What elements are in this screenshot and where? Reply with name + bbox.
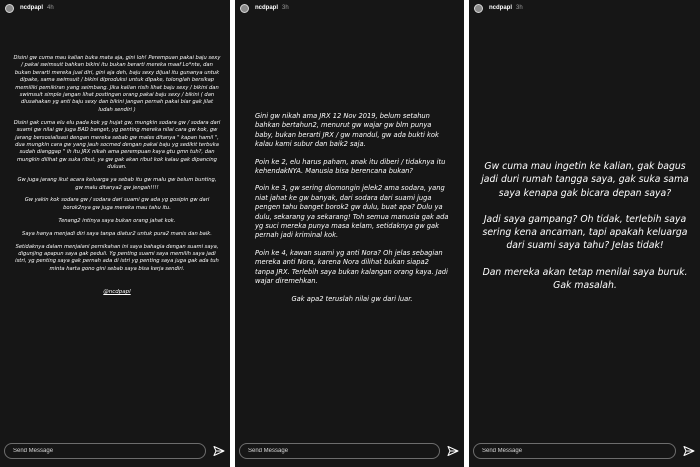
story-paragraph: Setidaknya dalam menjalani pernikahan ini saya bahagia dengan suami saya, digunjing apapun saya gak peduli. Yg penting suami saya memilih saya jadi istri, yg penting saya gak pernah ada di istri yg penting saya juga gak ada tuh minta harta gono gini sebab saya bisa kerja sendiri. (15, 243, 219, 272)
story-paragraph: Poin ke 4, kawan suami yg anti Nora? Oh jelas sebagian mereka anti Nora, karena Nora dilihat bukan siapa2 tanpa JRX. Terlebih saya bukan kalangan orang kaya. Jadi wajar diremehkan. (255, 248, 448, 286)
send-icon[interactable] (212, 444, 226, 458)
post-time: 3h (516, 5, 523, 11)
avatar[interactable] (5, 4, 14, 13)
message-bar (473, 443, 696, 459)
post-time: 4h (47, 5, 54, 11)
send-message-input[interactable] (4, 443, 206, 459)
message-bar (4, 443, 226, 459)
message-bar (239, 443, 460, 459)
story-paragraph: Gw yakin kok sodara gw / sodara dari suami gw ada yg gosipin gw dari borok2nya gw juga mereka mau tahu itu. (24, 197, 210, 211)
story-paragraph: Gini gw nikah ama JRX 12 Nov 2019, belum setahun bahkan bertahun2, menurut gw wajar gw blm punya baby, bukan berarti JRX / gw mandul, gw ada bukti kok kalau kami subur dan baik2 saja. (255, 112, 439, 149)
story-paragraph: Jadi saya gampang? Oh tidak, terlebih saya sering kena ancaman, tapi apakah keluarga dari suami saya tahu? Jelas tidak! (482, 213, 688, 252)
story-paragraph: Poin ke 2, elu harus paham, anak itu diberi / tidaknya itu kehendakNYA. Manusia bisa berencana bukan? (255, 157, 446, 176)
story-header (240, 2, 289, 14)
avatar[interactable] (240, 4, 249, 13)
story-header (5, 2, 54, 14)
avatar[interactable] (474, 4, 483, 13)
story-paragraph: Gw cuma mau ingetin ke kalian, gak bagus jadi duri rumah tangga saya, gak suka sama saya kenapa gak bicara depan saya? (481, 161, 689, 199)
story-panel-3 (469, 0, 700, 467)
story-header (474, 2, 523, 14)
story-paragraph: Disini gw cuma mau kalian buka mata aja, gini loh! Perempuan pakai baju sexy / pakai swimsuit bahkan bikini itu bukan berarti mereka maaf Lo*nte, dan bukan berarti mereka jual diri, gini aja deh, baju sexy dijual itu gunanya untuk dipake, sama swimsuit / bikini diproduksi untuk dipake, tolonglah bersikap memiliki pemikiran yang seimbang. Jika kalian risih lihat baju sexy / bikini dan swimsuit simple jangan lihat postingan orang pakai baju sexy / bikini ( dan diusahakan yg anti baju sexy dan bikini jangan pernah pakai biar gak jilat ludah sendiri ) (13, 55, 221, 113)
username[interactable]: ncdpapl (20, 5, 44, 11)
send-icon[interactable] (446, 444, 460, 458)
story-paragraph: Tenang2 intinya saya bukan orang jahat kok. (58, 217, 176, 224)
mention-link[interactable]: @ncdpapl (103, 289, 131, 296)
story-panel-2 (235, 0, 464, 467)
username[interactable]: ncdpapl (255, 5, 279, 11)
post-time: 3h (282, 5, 289, 11)
story-paragraph: Disini gak cuma elu elu pada kok yg hujat gw, mungkin sodara gw / sodara dari suami gw nilai gw juga BAD banget, yg penting mereka nilai cara gw kok, gw jarang bersosialisasi dengan mereka sebab gw males ditanya " kapan hamil ", dua mungkin cara gw yang jauh socmed dengan pakai baju yg sedikit terbuka sudah dianggap " ih itu JRX nikah ama perempuan kaya gtu gmn tuh?, dan mungkin dilihat gw suka ribut, ya gw gak akan ribut kok kalau gak dipancing duluan. (13, 119, 221, 171)
story-text (13, 55, 221, 297)
story-text (255, 112, 449, 312)
story-text (476, 160, 694, 305)
send-icon[interactable] (682, 444, 696, 458)
story-panel-1 (0, 0, 230, 467)
story-paragraph: Gw juga jarang ikut acara keluarga ya sebab itu gw malu gw belum bunting, gw malu ditanya2 gw jengah!!!! (17, 177, 217, 191)
story-paragraph: Saya hanya menjadi diri saya tanpa diatur2 untuk pura2 manis dan baik. (22, 230, 212, 237)
username[interactable]: ncdpapl (489, 5, 513, 11)
story-paragraph: Poin ke 3, gw sering diomongin jelek2 ama sodara, yang niat jahat ke gw banyak, dari sodara dari suami juga pengen tahu banget borok2 gw dulu, buat apa? Dulu ya dulu, sekarang ya sekarang! Toh semua manusia gak ada yg suci mereka punya masa kelam, setidaknya gw gak pernah jadi kriminal kok. (255, 184, 449, 240)
story-paragraph: Dan mereka akan tetap menilai saya buruk. Gak masalah. (482, 266, 688, 292)
send-message-input[interactable] (239, 443, 440, 459)
send-message-input[interactable] (473, 443, 676, 459)
story-paragraph: Gak apa2 teruslah nilai gw dari luar. (291, 294, 413, 303)
